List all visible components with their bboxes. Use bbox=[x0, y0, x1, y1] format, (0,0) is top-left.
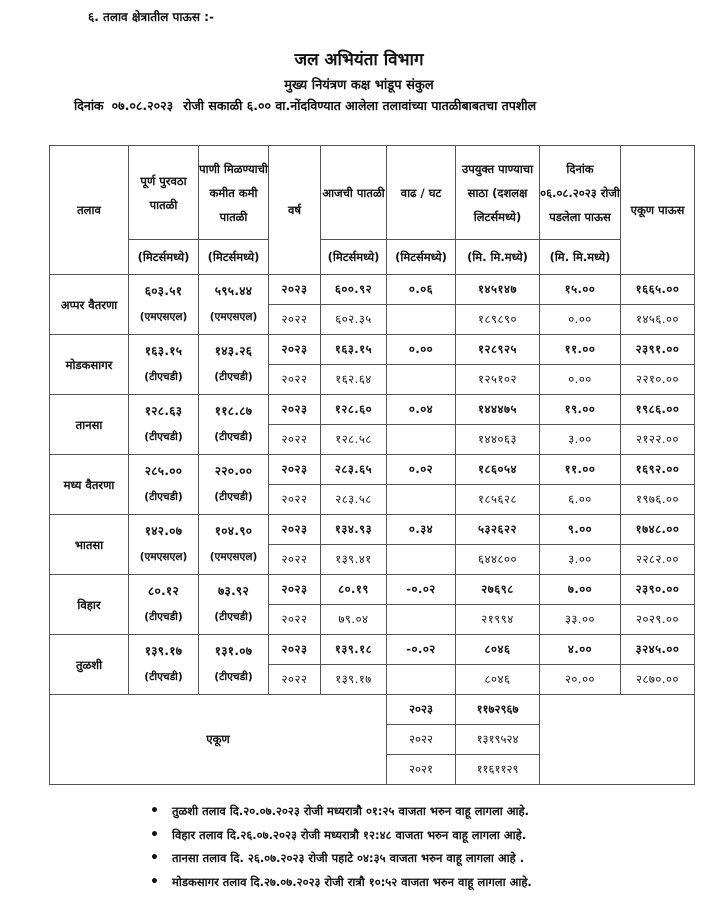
total-rain: १६९२.०० bbox=[621, 455, 695, 485]
rain-day: २०.०० bbox=[540, 665, 621, 695]
rise-fall bbox=[387, 665, 456, 695]
dam-name: अप्पर वैतरणा bbox=[50, 275, 129, 335]
year: २०२३ bbox=[269, 515, 321, 545]
year: २०२२ bbox=[269, 665, 321, 695]
rain-day: ९.०० bbox=[540, 515, 621, 545]
unit-useful-storage: (मि. मि.मध्ये) bbox=[456, 240, 540, 275]
today-level: १६२.६४ bbox=[321, 365, 387, 395]
today-level: ८०.१९ bbox=[321, 575, 387, 605]
header-year: वर्ष bbox=[269, 146, 321, 275]
year: २०२२ bbox=[269, 365, 321, 395]
min-draw-level: १०४.९० (एमएसएल) bbox=[199, 515, 269, 575]
year: २०२२ bbox=[269, 485, 321, 515]
useful-storage: ८०४६ bbox=[456, 665, 540, 695]
total-rain: ३२४५.०० bbox=[621, 635, 695, 665]
year: २०२२ bbox=[269, 545, 321, 575]
rain-day: ३३.०० bbox=[540, 605, 621, 635]
rise-fall bbox=[387, 605, 456, 635]
total-rain: २२१०.०० bbox=[621, 365, 695, 395]
bullet-icon: • bbox=[150, 873, 159, 890]
note-item: • तानसा तलाव दि. २६.०७.२०२३ रोजी पहाटे ०४:३५ वाजता भरुन वाहू लागला आहे . bbox=[150, 847, 532, 871]
rise-fall: ०.०४ bbox=[387, 395, 456, 425]
table-row bbox=[50, 335, 695, 365]
report-date: ०७.०८.२०२३ bbox=[111, 98, 174, 113]
year: २०२२ bbox=[269, 605, 321, 635]
full-supply-level: १३९.१७ (टीएचडी) bbox=[129, 635, 199, 695]
header-rain-date: दिनांक ०६.०८.२०२३ रोजी पडलेला पाऊस bbox=[540, 146, 621, 240]
useful-storage: १८६०५४ bbox=[456, 455, 540, 485]
note-item: • विहार तलाव दि.२६.०७.२०२३ रोजी मध्यरात्रौ १२:४८ वाजता भरुन वाहू लागला आहे. bbox=[150, 824, 532, 848]
rise-fall bbox=[387, 485, 456, 515]
header-today-level: आजची पातळी bbox=[321, 146, 387, 240]
dam-name: तुळशी bbox=[50, 635, 129, 695]
year: २०२३ bbox=[269, 395, 321, 425]
rain-day: ७.०० bbox=[540, 575, 621, 605]
total-rain: २३९१.०० bbox=[621, 335, 695, 365]
full-supply-level: ८०.१२ (टीएचडी) bbox=[129, 575, 199, 635]
table-row bbox=[50, 395, 695, 425]
today-level: ६०२.३५ bbox=[321, 305, 387, 335]
today-level: १६३.१५ bbox=[321, 335, 387, 365]
rain-day: ६.०० bbox=[540, 485, 621, 515]
header-total-rain: एकूण पाऊस bbox=[621, 146, 695, 275]
min-draw-level: ७३.९२ (टीएचडी) bbox=[199, 575, 269, 635]
full-supply-level: १२८.६३ (टीएचडी) bbox=[129, 395, 199, 455]
useful-storage: १४५१४७ bbox=[456, 275, 540, 305]
min-draw-level: १४३.२६ (टीएचडी) bbox=[199, 335, 269, 395]
min-draw-level: २२०.०० (टीएचडी) bbox=[199, 455, 269, 515]
rise-fall bbox=[387, 305, 456, 335]
full-supply-level: १४२.०७ (एमएसएल) bbox=[129, 515, 199, 575]
year: २०२२ bbox=[269, 305, 321, 335]
useful-storage: १४४०६३ bbox=[456, 425, 540, 455]
rain-day: ४.०० bbox=[540, 635, 621, 665]
unit-today-level: (मिटर्समध्ये) bbox=[321, 240, 387, 275]
min-draw-level: ११८.८७ (टीएचडी) bbox=[199, 395, 269, 455]
unit-rain-date: (मि. मि.मध्ये) bbox=[540, 240, 621, 275]
today-level: १३४.९३ bbox=[321, 515, 387, 545]
report-description: रोजी सकाळी ६.०० वा.नोंदविण्यात आलेला तलावांच्या पातळीबाबतचा तपशील bbox=[183, 98, 537, 113]
header-min-draw: पाणी मिळण्याची कमीत कमी पातळी bbox=[199, 146, 269, 240]
year: २०२३ bbox=[269, 455, 321, 485]
total-rain: २१२२.०० bbox=[621, 425, 695, 455]
table-row bbox=[50, 275, 695, 305]
useful-storage: २१९९४ bbox=[456, 605, 540, 635]
totals-row bbox=[50, 695, 695, 725]
unit-full-supply: (मिटर्समध्ये) bbox=[129, 240, 199, 275]
total-rain: १४५६.०० bbox=[621, 305, 695, 335]
rain-day: १९.०० bbox=[540, 395, 621, 425]
totals-storage: ११६११२९ bbox=[456, 755, 540, 785]
totals-blank bbox=[540, 695, 695, 785]
useful-storage: १८९८९० bbox=[456, 305, 540, 335]
bullet-icon: • bbox=[150, 826, 159, 843]
totals-year: २०२३ bbox=[387, 695, 456, 725]
rise-fall: -०.०२ bbox=[387, 635, 456, 665]
totals-storage: १३१९५२४ bbox=[456, 725, 540, 755]
note-item: • मोडकसागर तलाव दि.२७.०७.२०२३ रोजी रात्रौ १०:५२ वाजता भरुन वाहू लागला आहे. bbox=[150, 871, 532, 895]
total-rain: १९७६.०० bbox=[621, 485, 695, 515]
rain-day: ३.०० bbox=[540, 545, 621, 575]
useful-storage: २७६९८ bbox=[456, 575, 540, 605]
rise-fall bbox=[387, 545, 456, 575]
totals-year: २०२२ bbox=[387, 725, 456, 755]
today-level: २८३.५८ bbox=[321, 485, 387, 515]
total-rain: १७४८.०० bbox=[621, 515, 695, 545]
min-draw-level: ५९५.४४ (एमएसएल) bbox=[199, 275, 269, 335]
useful-storage: १२८९२५ bbox=[456, 335, 540, 365]
year: २०२३ bbox=[269, 275, 321, 305]
header-dam: तलाव bbox=[50, 146, 129, 275]
useful-storage: ५३२६२२ bbox=[456, 515, 540, 545]
total-rain: १६६५.०० bbox=[621, 275, 695, 305]
header-full-supply: पूर्ण पुरवठा पातळी bbox=[129, 146, 199, 240]
date-label: दिनांक bbox=[74, 98, 104, 113]
today-level: २८३.६५ bbox=[321, 455, 387, 485]
full-supply-level: २८५.०० (टीएचडी) bbox=[129, 455, 199, 515]
full-supply-level: १६३.१५ (टीएचडी) bbox=[129, 335, 199, 395]
note-item: • तुळशी तलाव दि.२०.०७.२०२३ रोजी मध्यरात्रौ ०१:२५ वाजता भरुन वाहू लागला आहे. bbox=[150, 800, 532, 824]
today-level: १२८.६० bbox=[321, 395, 387, 425]
rain-day: १५.०० bbox=[540, 275, 621, 305]
table-row bbox=[50, 635, 695, 665]
dam-name: विहार bbox=[50, 575, 129, 635]
total-rain: २०२९.०० bbox=[621, 605, 695, 635]
total-rain: २८७०.०० bbox=[621, 665, 695, 695]
unit-rise-fall: (मिटर्समध्ये) bbox=[387, 240, 456, 275]
today-level: १३९.१८ bbox=[321, 635, 387, 665]
dam-name: भातसा bbox=[50, 515, 129, 575]
min-draw-level: १३१.०७ (टीएचडी) bbox=[199, 635, 269, 695]
dam-name: मोडकसागर bbox=[50, 335, 129, 395]
rain-day: ११.०० bbox=[540, 455, 621, 485]
dam-name: मध्य वैतरणा bbox=[50, 455, 129, 515]
total-rain: १९८६.०० bbox=[621, 395, 695, 425]
bullet-icon: • bbox=[150, 850, 159, 866]
year: २०२३ bbox=[269, 575, 321, 605]
full-supply-level: ६०३.५१ (एमएसएल) bbox=[129, 275, 199, 335]
table-row bbox=[50, 515, 695, 545]
department-title: जल अभियंता विभाग bbox=[294, 50, 424, 70]
totals-storage: ११७२९६७ bbox=[456, 695, 540, 725]
overflow-notes bbox=[150, 800, 532, 894]
unit-min-draw: (मिटर्समध्ये) bbox=[199, 240, 269, 275]
year: २०२३ bbox=[269, 335, 321, 365]
today-level: ६००.९२ bbox=[321, 275, 387, 305]
dam-name: तानसा bbox=[50, 395, 129, 455]
useful-storage: १८५६२८ bbox=[456, 485, 540, 515]
totals-year: २०२१ bbox=[387, 755, 456, 785]
useful-storage: १२५१०२ bbox=[456, 365, 540, 395]
header-useful-storage: उपयुक्त पाण्याचा साठा (दशलक्ष लिटर्समध्ये) bbox=[456, 146, 540, 240]
rise-fall bbox=[387, 425, 456, 455]
rain-day: ०.०० bbox=[540, 365, 621, 395]
table-row bbox=[50, 455, 695, 485]
today-level: ७९.०४ bbox=[321, 605, 387, 635]
total-rain: २२८२.०० bbox=[621, 545, 695, 575]
bullet-icon: • bbox=[150, 803, 159, 819]
year: २०२२ bbox=[269, 425, 321, 455]
rise-fall: -०.०२ bbox=[387, 575, 456, 605]
rise-fall: ०.३४ bbox=[387, 515, 456, 545]
useful-storage: ८०४६ bbox=[456, 635, 540, 665]
rise-fall: ०.०० bbox=[387, 335, 456, 365]
year: २०२३ bbox=[269, 635, 321, 665]
section-title: ६. तलाव क्षेत्रातील पाऊस :- bbox=[88, 10, 214, 24]
table-row bbox=[50, 575, 695, 605]
today-level: १३९.४१ bbox=[321, 545, 387, 575]
rain-day: ३.०० bbox=[540, 425, 621, 455]
today-level: १२८.५८ bbox=[321, 425, 387, 455]
rain-day: ११.०० bbox=[540, 335, 621, 365]
total-rain: २३९०.०० bbox=[621, 575, 695, 605]
report-subtitle bbox=[74, 97, 536, 114]
useful-storage: ६४४८०० bbox=[456, 545, 540, 575]
today-level: १३९.१७ bbox=[321, 665, 387, 695]
totals-label: एकूण bbox=[50, 695, 387, 785]
rise-fall: ०.०२ bbox=[387, 455, 456, 485]
rain-day: ०.०० bbox=[540, 305, 621, 335]
rise-fall: ०.०६ bbox=[387, 275, 456, 305]
dam-levels-table bbox=[49, 145, 695, 785]
office-title: मुख्य नियंत्रण कक्ष भांडूप संकुल bbox=[284, 78, 434, 93]
header-rise-fall: वाढ / घट bbox=[387, 146, 456, 240]
useful-storage: १४४४७५ bbox=[456, 395, 540, 425]
rise-fall bbox=[387, 365, 456, 395]
